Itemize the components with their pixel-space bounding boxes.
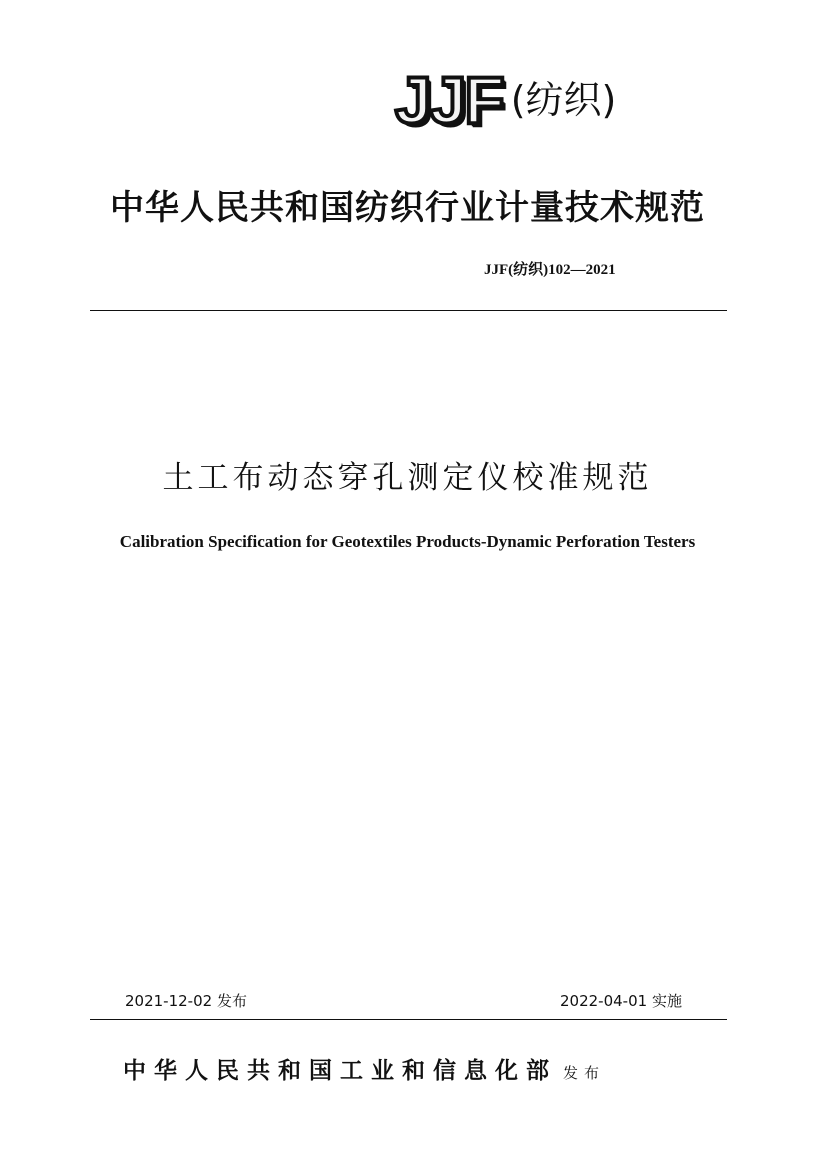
- jjf-logo: [395, 63, 617, 137]
- org-title: 中华人民共和国纺织行业计量技术规范: [110, 188, 705, 228]
- jjf-logo-mark: JJF: [395, 63, 503, 137]
- publisher-line: [123, 1052, 605, 1085]
- chinese-title: 土工布动态穿孔测定仪校准规范: [162, 460, 653, 496]
- standard-code: JJF(纺织)102—2021: [484, 262, 616, 278]
- publisher-suffix: 发布: [563, 1064, 606, 1082]
- implementation-date: 2022-04-01 实施: [560, 992, 682, 1010]
- english-title: Calibration Specification for Geotextiles Products-Dynamic Perforation Testers: [119, 532, 696, 551]
- top-divider: [90, 310, 727, 311]
- publisher-name: 中华人民共和国工业和信息化部: [123, 1057, 557, 1084]
- jjf-logo-suffix: (纺织): [510, 78, 617, 122]
- bottom-divider: [90, 1019, 727, 1020]
- issue-date: 2021-12-02 发布: [125, 992, 247, 1010]
